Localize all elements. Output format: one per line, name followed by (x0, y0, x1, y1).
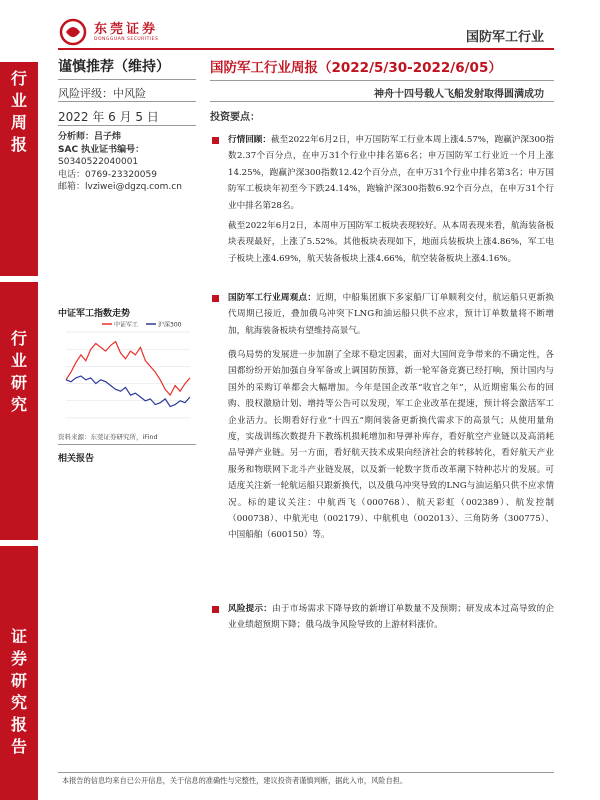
series-line-0 (66, 342, 190, 396)
divider (210, 101, 554, 102)
brand-logo (58, 18, 158, 46)
analyst-email[interactable]: 邮箱：lvziwei@dgzq.com.cn (58, 182, 182, 192)
sidebar-label-weekly (0, 68, 38, 156)
related-reports: 相关报告 (58, 454, 95, 464)
key-points-label: 投资要点： (210, 112, 260, 123)
sac-label: SAC 执业证书编号： (58, 144, 145, 155)
divider (58, 79, 196, 80)
series-line-1 (66, 376, 190, 407)
sidebar-gap (0, 276, 38, 282)
sidebar-label-research (0, 328, 38, 416)
report-subtitle: 神舟十四号载人飞船发射取得圆满成功 (374, 89, 544, 100)
legend-label: 中证军工 (114, 321, 139, 329)
sidebar-label-text: 行 业 周 报 (10, 69, 27, 154)
outlook-paragraph (228, 347, 554, 544)
brand-emblem-icon (58, 18, 88, 46)
sidebar-label-text: 行 业 研 究 (10, 329, 27, 414)
sac-number: S0340522040001 (58, 157, 139, 167)
sidebar-gap (0, 540, 38, 546)
analyst-name: 分析师：吕子炜 (58, 132, 122, 142)
risk-lead: 风险提示： (228, 604, 273, 614)
risk-rating: 风险评级：中风险 (58, 87, 146, 100)
chart-title: 中证军工指数走势 (58, 309, 131, 319)
legend-label: 沪深300 (158, 321, 182, 329)
rating: 谨慎推荐（维持） (58, 59, 170, 75)
market-review-paragraph (228, 132, 554, 214)
analyst-info (58, 131, 182, 194)
market-review-text: 截至2022年6月2日，申万国防军工行业本周上涨4.57%，跑赢沪深300指数2.37个百分点，在申万31个行业中排名第6名；申万国防军工行业近一个月上涨14.25%，跑赢沪深300指数12.42个百分点，在申万31个行业中排名第3名；申万国防军工板块年初至今下跌24.14%，跑输沪深300指数6.92个百分点，在申万31个行业中排名第28名。 (228, 135, 554, 211)
divider (210, 80, 554, 81)
report-date: 2022 年 6 月 5 日 (58, 110, 159, 124)
weekly-view-lead: 国防军工行业周观点： (228, 293, 317, 303)
footer-divider (58, 772, 554, 773)
sector-performance-paragraph (228, 218, 554, 267)
outlook-text: 俄乌局势的发展进一步加剧了全球不稳定因素，面对大国间竞争带来的不确定性，各国都纷纷开始加强自身军备或上调国防预算，新一轮军备竞赛已经打响，预计国内与国外的采购订单都会大幅增加。今年是国企改革“收官之年”，从近期密集公布的回购、股权激励计划、增持等公告可以发现，军工企业改革在提速，预计将会激活军工企业活力。长期看好行业“十四五”期间装备更新换代需求下的高景气；从使用量角度，实战训练次数提升下教练机损耗增加和导弹补库存，看好航空产业链以及高消耗品导弹产业链。另一方面，看好航天技术成果向经济社会的转移转化，看好航天产业服务和物联网下北斗产业链发展，以及新一轮数字货币改革潮下特种芯片的发展。可适度关注新一轮航运船只跟新换代，以及俄乌冲突导致的LNG与油运船只供不应求情况。标的建议关注：中航西飞（000768）、航天彩虹（002389）、航发控制（000738）、中航光电（002179）、中航机电（002013）、三角防务（300775）、中国船舶（600150）等。 (228, 350, 554, 541)
divider (58, 125, 196, 126)
analyst-phone: 电话：0769-23320059 (58, 169, 157, 180)
divider (58, 101, 196, 102)
bullet-icon (212, 295, 219, 302)
bullet-icon (212, 606, 219, 613)
divider (58, 444, 196, 445)
market-review-lead: 行情回顾： (228, 135, 272, 145)
brand-name-en: DONGGUAN SECURITIES (94, 36, 159, 42)
report-title: 国防军工行业周报（2022/5/30-2022/6/05） (210, 60, 502, 76)
sidebar-label-report (0, 626, 38, 758)
risk-text: 由于市场需求下降导致的新增订单数量不及预期；研发成本过高导致的企业业绩超预期下降；俄乌战争风险导致的上游材料涨价。 (228, 604, 554, 631)
chart-source: 资料来源：东莞证券研究所，iFind (58, 433, 158, 441)
sector-performance-text: 截至2022年6月2日，本周申万国防军工板块表现较好。从本周表现来看，航海装备板块表现最好，上涨了5.52%。其他板块表现如下，地面兵装板块上涨4.86%，军工电子板块上涨4.69%，航天装备板块上涨4.66%，航空装备板块上涨4.16%。 (228, 221, 554, 264)
sidebar-label-text: 证 券 研 究 报 告 (10, 627, 27, 756)
bullet-icon (212, 137, 219, 144)
brand-name-cn: 东莞证券 (94, 21, 159, 37)
weekly-view-text: 近期，中船集团旗下多家船厂订单顺利交付，航运船只更新换代周期已接近，叠加俄乌冲突下LNG和油运船只供不应求，预计订单数量将不断增加，航海装备板块有望维持高景气。 (228, 293, 554, 336)
header-industry: 国防军工行业 (465, 30, 544, 45)
index-trend-chart (58, 318, 196, 428)
weekly-view-paragraph (228, 290, 554, 339)
footer-disclaimer: 本报告的信息均来自已公开信息，关于信息的准确性与完整性，建议投资者谨慎判断，据此入市，风险自担。 (62, 776, 408, 785)
risk-paragraph (228, 601, 554, 634)
header-divider (58, 48, 554, 50)
